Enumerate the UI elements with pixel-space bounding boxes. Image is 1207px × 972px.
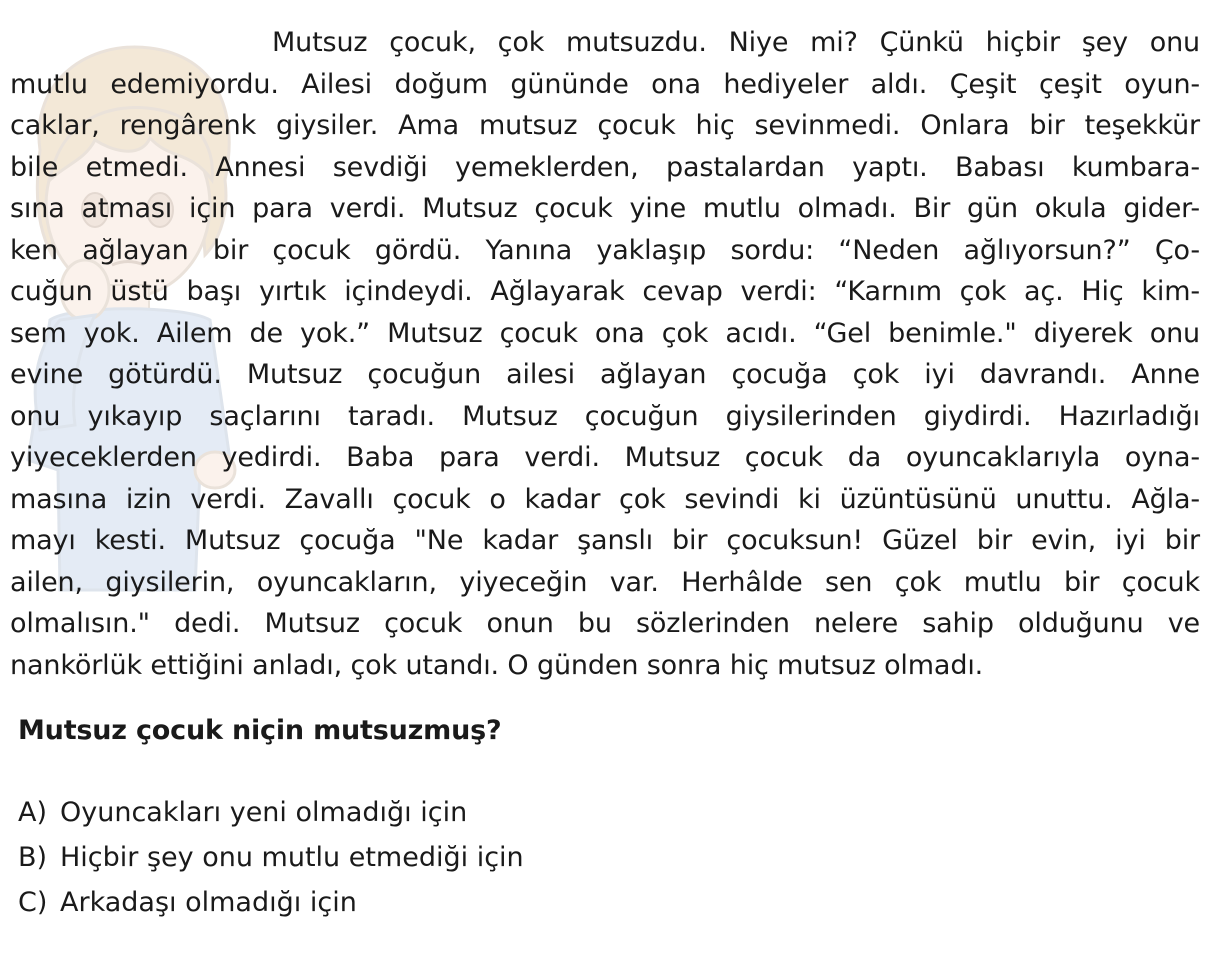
passage-line: ailen, giysilerin, oyuncakların, yiyeceğin var. Herhâlde sen çok mutlu bir çocuk: [10, 566, 1200, 598]
passage-line: sına atması için para verdi. Mutsuz çocuk yine mutlu olmadı. Bir gün okula gider-: [10, 193, 1200, 224]
reading-passage: [10, 22, 1200, 686]
passage-line: bile etmedi. Annesi sevdiği yemeklerden, pastalardan yaptı. Babası kumbara-: [10, 151, 1200, 183]
passage-line: sem yok. Ailem de yok.” Mutsuz çocuk ona çok acıdı. “Gel benimle." diyerek onu: [10, 317, 1200, 349]
option-b[interactable]: [18, 837, 538, 878]
passage-line: caklar, rengârenk giysiler. Ama mutsuz çocuk hiç sevinmedi. Onlara bir teşekkür: [10, 110, 1200, 141]
option-text: Hiçbir şey onu mutlu etmediği için: [60, 842, 524, 873]
passage-line: mutlu edemiyordu. Ailesi doğum gününde ona hediyeler aldı. Çeşit çeşit oyun-: [10, 68, 1200, 100]
option-a[interactable]: [18, 792, 538, 833]
question-text: Mutsuz çocuk niçin mutsuzmuş?: [18, 715, 502, 746]
option-letter: A): [18, 797, 48, 828]
passage-line: evine götürdü. Mutsuz çocuğun ailesi ağlayan çocuğa çok iyi davrandı. Anne: [10, 359, 1200, 390]
passage-line: cuğun üstü başı yırtık içindeydi. Ağlayarak cevap verdi: “Karnım çok aç. Hiç kim-: [10, 276, 1200, 307]
passage-line: onu yıkayıp saçlarını taradı. Mutsuz çocuğun giysilerinden giydirdi. Hazırladığı: [10, 400, 1200, 432]
passage-line: nankörlük ettiğini anladı, çok utandı. O günden sonra hiç mutsuz olmadı.: [10, 649, 984, 681]
option-text: Oyuncakları yeni olmadığı için: [60, 797, 468, 828]
passage-line: yiyeceklerden yedirdi. Baba para verdi. Mutsuz çocuk da oyuncaklarıyla oyna-: [10, 442, 1200, 473]
answer-options: [18, 792, 538, 927]
option-text: Arkadaşı olmadığı için: [60, 887, 357, 918]
option-letter: C): [18, 887, 48, 918]
passage-line: ken ağlayan bir çocuk gördü. Yanına yaklaşıp sordu: “Neden ağlıyorsun?” Ço-: [10, 234, 1200, 266]
option-letter: B): [18, 842, 48, 873]
option-c[interactable]: [18, 882, 538, 923]
passage-line: masına izin verdi. Zavallı çocuk o kadar çok sevindi ki üzüntüsünü unuttu. Ağla-: [10, 483, 1200, 515]
passage-line: Mutsuz çocuk, çok mutsuzdu. Niye mi? Çünkü hiçbir şey onu: [272, 27, 1200, 58]
passage-line: olmalısın." dedi. Mutsuz çocuk onun bu sözlerinden nelere sahip olduğunu ve: [10, 608, 1200, 639]
passage-line: mayı kesti. Mutsuz çocuğa "Ne kadar şanslı bir çocuksun! Güzel bir evin, iyi bir: [10, 525, 1200, 556]
